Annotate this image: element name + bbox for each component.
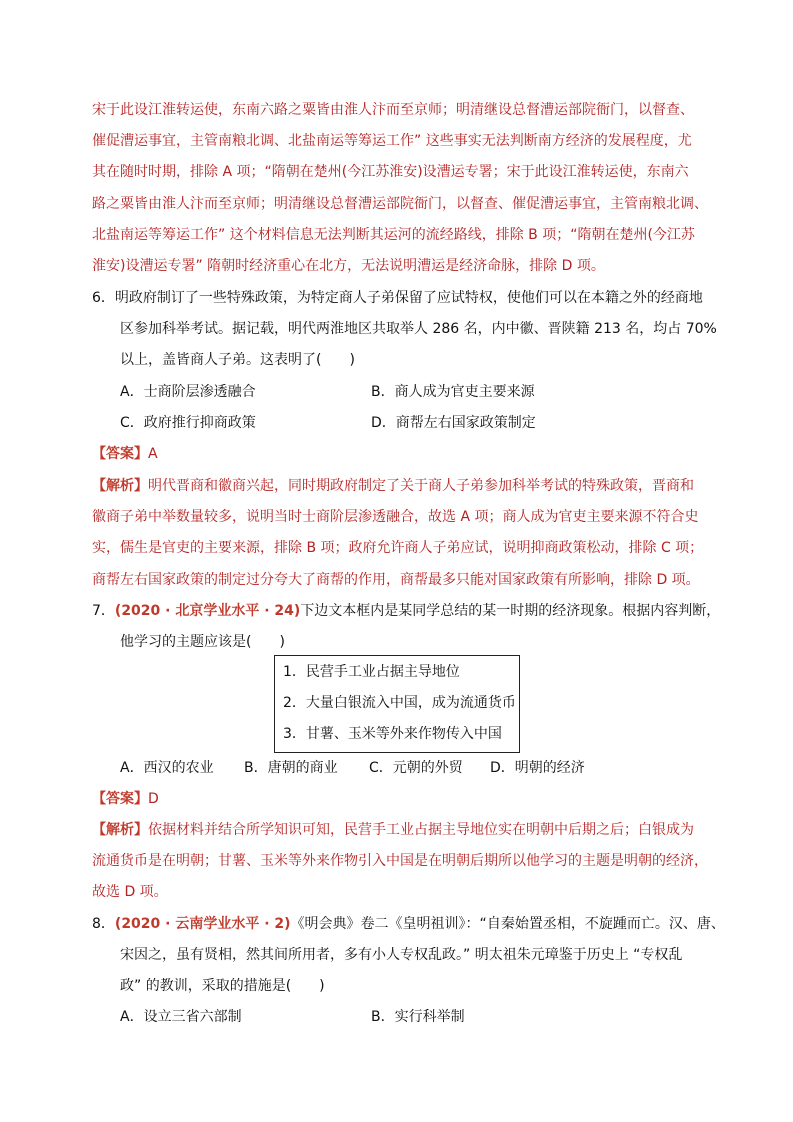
q8-stem-line: 宋因之，虽有贤相，然其间所用者，多有小人专权乱政。” 明太祖朱元璋鉴于历史上 “专权乱: [120, 947, 683, 963]
q8-option-b: B．实行科举制: [371, 1009, 465, 1025]
q7-stem-line: [92, 601, 720, 621]
q6-analysis-line: 商帮左右国家政策的制定过分夸大了商帮的作用，商帮最多只能对国家政策有所影响，排除 D 项。: [92, 572, 700, 588]
q6-analysis-line: 徽商子弟中举数量较多，说明当时士商阶层渗透融合，故选 A 项；商人成为官吏主要来源不符合史: [92, 509, 699, 525]
prev-analysis-line: 宋于此设江淮转运使，东南六路之粟皆由淮人汴而至京师；明清继设总督漕运部院衙门，以督查、: [92, 102, 694, 118]
q7-source: (2020 · 北京学业水平 · 24): [114, 603, 301, 619]
q8-number: 8．: [92, 916, 115, 932]
q8-stem-text: 《明会典》卷二《皇明祖训》：“自秦始置丞相，不旋踵而亡。汉、唐、: [290, 916, 725, 932]
q7-stem-text: 下边文本框内是某同学总结的某一时期的经济现象。根据内容判断，: [300, 603, 721, 619]
q7-text-box: [274, 655, 520, 753]
q6-option-b: B．商人成为官吏主要来源: [371, 384, 535, 400]
answer-value: D: [148, 791, 159, 807]
analysis-text: 明代晋商和徽商兴起，同时期政府制定了关于商人子弟参加科举考试的特殊政策，晋商和: [148, 478, 694, 494]
prev-analysis-line: 其在随时时期，排除 A 项；“隋朝在楚州(今江苏淮安)设漕运专署；宋于此设江淮转运使，东南六: [92, 164, 689, 180]
q7-box-item: 1．民营手工业占据主导地位: [283, 664, 460, 680]
q7-number: 7．: [92, 603, 115, 619]
q7-box-item: 2．大量白银流入中国，成为流通货币: [283, 695, 516, 711]
q7-option-a: A．西汉的农业: [120, 760, 214, 776]
q6-option-d: D．商帮左右国家政策制定: [371, 415, 536, 431]
q6-stem-line: 以上，盖皆商人子弟。这表明了( ): [120, 352, 355, 368]
analysis-tag: 【解析】: [92, 478, 148, 494]
q6-option-c: C．政府推行抑商政策: [120, 415, 256, 431]
q6-stem-line: 区参加科举考试。据记载，明代两淮地区共取举人 286 名，内中徽、晋陕籍 213 名，均占 70%: [120, 321, 717, 337]
q6-analysis-line: 实，儒生是官吏的主要来源，排除 B 项；政府允许商人子弟应试，说明抑商政策松动，排除 C 项；: [92, 540, 704, 556]
q7-option-c: C．元朝的外贸: [369, 760, 463, 776]
analysis-text: 依据材料并结合所学知识可知，民营手工业占据主导地位实在明朝中后期之后；白银成为: [148, 822, 694, 838]
q7-analysis-line: [92, 820, 694, 840]
q8-stem-line: [92, 914, 725, 934]
prev-analysis-line: 路之粟皆由淮人汴而至京师；明清继设总督漕运部院衙门，以督查、催促漕运事宜，主管南粮北调、: [92, 196, 708, 212]
q6-answer: [92, 444, 158, 464]
prev-analysis-line: 催促漕运事宜，主管南粮北调、北盐南运等筹运工作” 这些事实无法判断南方经济的发展程度，尤: [92, 133, 692, 149]
q8-stem-line: 政” 的教训，采取的措施是( ): [120, 978, 325, 994]
q7-option-b: B．唐朝的商业: [244, 760, 338, 776]
q6-analysis-line: [92, 476, 694, 496]
q7-analysis-line: 流通货币是在明朝；甘薯、玉米等外来作物引入中国是在明朝后期所以他学习的主题是明朝的经济，: [92, 853, 708, 869]
q7-analysis-line: 故选 D 项。: [92, 884, 168, 900]
analysis-tag: 【解析】: [92, 822, 148, 838]
q6-stem-line: 6．明政府制订了一些特殊政策，为特定商人子弟保留了应试特权，使他们可以在本籍之外的经商地: [92, 290, 703, 306]
q8-source: (2020 · 云南学业水平 · 2): [114, 916, 291, 932]
q7-stem-line: 他学习的主题应该是( ): [120, 634, 285, 650]
q6-option-a: A．士商阶层渗透融合: [120, 384, 256, 400]
q7-box-item: 3．甘薯、玉米等外来作物传入中国: [283, 726, 502, 742]
answer-tag: 【答案】: [92, 791, 148, 807]
answer-tag: 【答案】: [92, 446, 148, 462]
q7-option-d: D．明朝的经济: [490, 760, 585, 776]
prev-analysis-line: 北盐南运等筹运工作” 这个材料信息无法判断其运河的流经路线，排除 B 项；“隋朝在楚州(今江苏: [92, 227, 695, 243]
prev-analysis-line: 淮安)设漕运专署” 隋朝时经济重心在北方，无法说明漕运是经济命脉，排除 D 项。: [92, 258, 605, 274]
answer-value: A: [148, 446, 158, 462]
q7-answer: [92, 789, 159, 809]
q8-option-a: A．设立三省六部制: [120, 1009, 242, 1025]
